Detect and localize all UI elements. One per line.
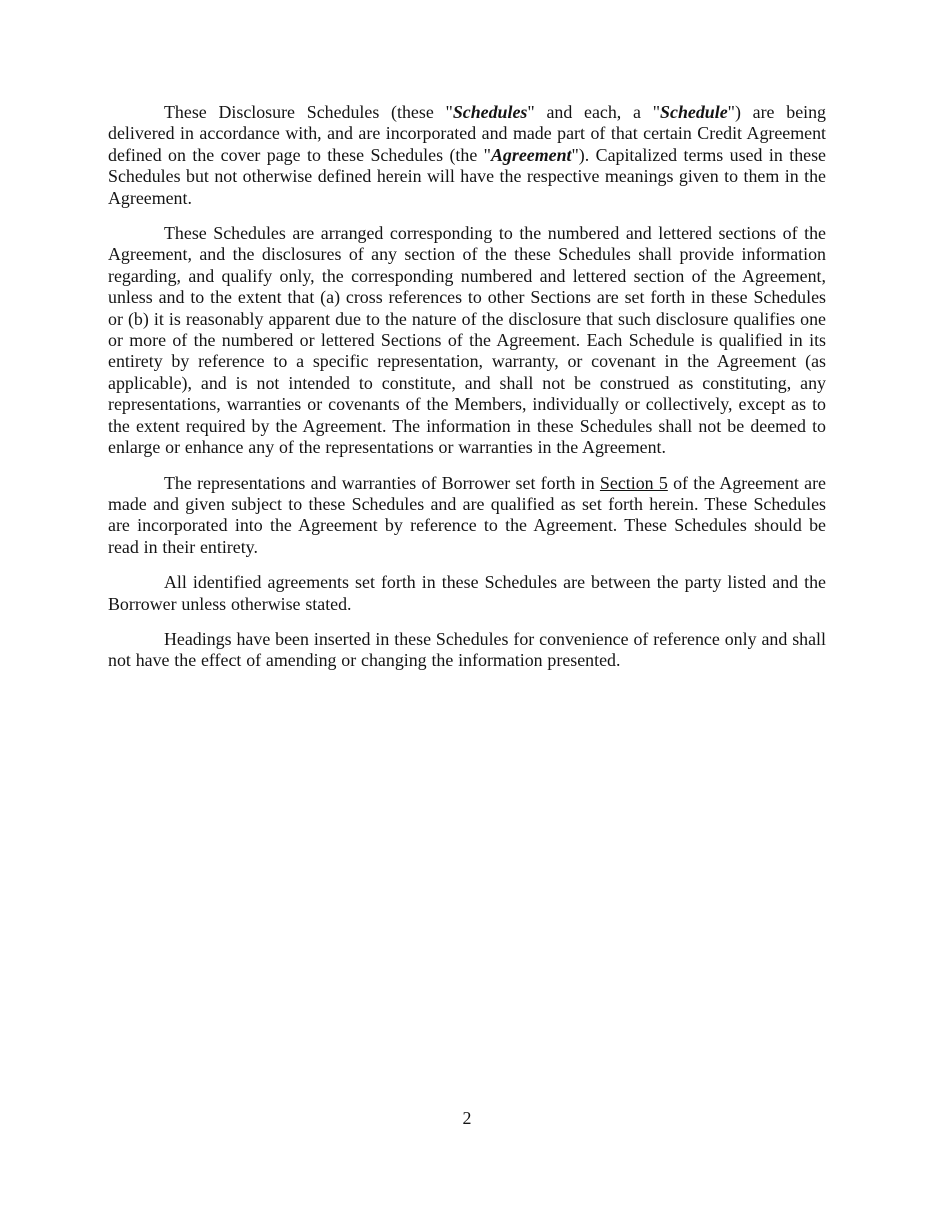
text-run: Headings have been inserted in these Schedules for convenience of reference only and shall not have the effect of amending or changing the information presented. bbox=[108, 628, 826, 671]
text-run: The representations and warranties of Borrower set forth in bbox=[164, 472, 600, 493]
paragraph-arrangement bbox=[108, 223, 826, 458]
page-number: 2 bbox=[462, 1108, 472, 1128]
defined-term: Schedules bbox=[452, 102, 528, 122]
paragraph-identified-agreements bbox=[108, 572, 826, 615]
text-run: All identified agreements set forth in these Schedules are between the party listed and the Borrower unless otherwise stated. bbox=[108, 572, 826, 614]
text-run: "). Capitalized terms used in these Schedules but not otherwise defined herein will have the respective meanings given to them in the Agreement. bbox=[108, 144, 826, 208]
text-block bbox=[108, 102, 826, 672]
paragraph-representations bbox=[108, 473, 826, 559]
text-run: These Disclosure Schedules (these " bbox=[164, 102, 453, 122]
section-reference: Section 5 bbox=[599, 472, 668, 493]
text-run: of the Agreement are made and given subject to these Schedules and are qualified as set forth herein. These Schedules are incorporated into the Agreement by reference to the Agreement. These Schedules should be read in their entirety. bbox=[108, 472, 826, 557]
paragraph-intro-schedules bbox=[108, 102, 826, 209]
text-run: " and each, a " bbox=[527, 102, 661, 122]
defined-term: Schedule bbox=[660, 102, 728, 122]
paragraph-headings bbox=[108, 629, 826, 672]
text-run: These Schedules are arranged corresponding to the numbered and lettered sections of the Agreement, and the disclosures of any section of the these Schedules shall provide information regarding, and qualify only, the corresponding numbered and lettered section of the Agreement, unless and to the extent that (a) cross references to other Sections are set forth in these Schedules or (b) it is reasonably apparent due to the nature of the disclosure that such disclosure qualifies one or more of the numbered or lettered Sections of the Agreement. Each Schedule is qualified in its entirety by reference to a specific representation, warranty, or covenant in the Agreement (as applicable), and is not intended to constitute, and shall not be construed as constituting, any representations, warranties or covenants of the Members, individually or collectively, except as to the extent required by the Agreement. The information in these Schedules shall not be deemed to enlarge or enhance any of the representations or warranties in the Agreement. bbox=[108, 223, 826, 458]
text-run: ") are being delivered in accordance with, and are incorporated and made part of that certain Credit Agreement defined on the cover page to these Schedules (the " bbox=[108, 102, 826, 165]
defined-term: Agreement bbox=[490, 144, 572, 165]
